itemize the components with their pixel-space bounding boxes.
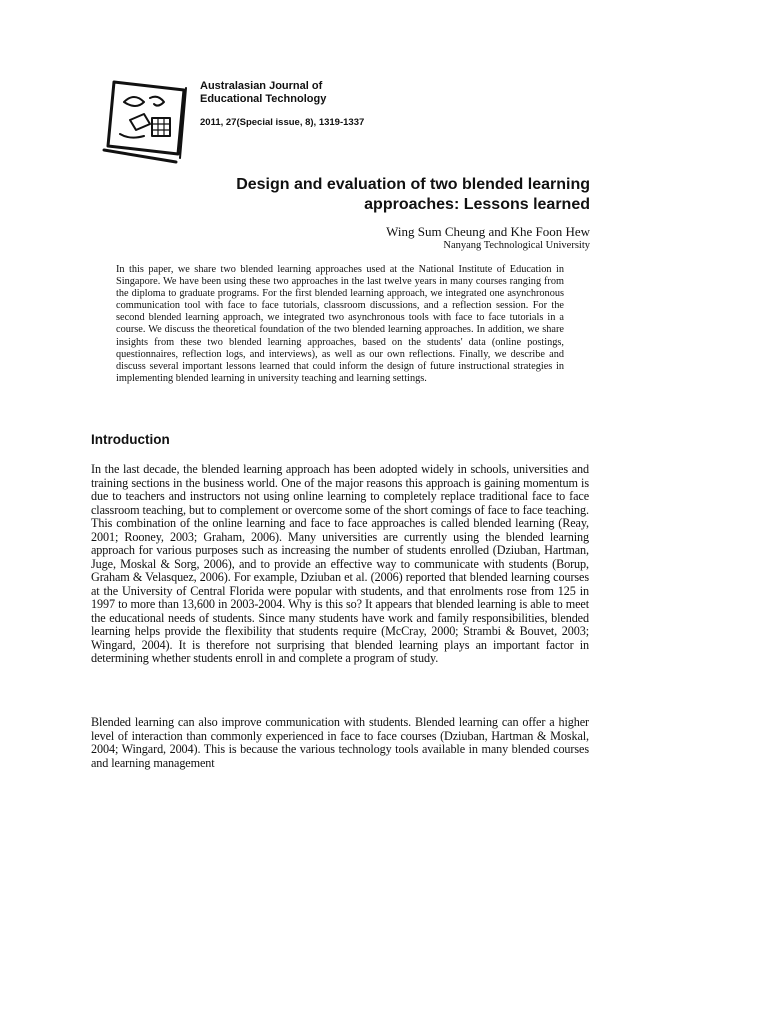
paper-title-line1: Design and evaluation of two blended learning <box>236 176 590 193</box>
section-heading-introduction: Introduction <box>91 432 170 447</box>
journal-name-line1: Australasian Journal of <box>200 80 323 92</box>
author-affiliation: Nanyang Technological University <box>443 240 590 251</box>
paper-authors: Wing Sum Cheung and Khe Foon Hew <box>386 224 590 239</box>
journal-name-line2: Educational Technology <box>200 93 327 105</box>
introduction-paragraph-2: Blended learning can also improve communication with students. Blended learning can offer a higher level of interaction than commonly experienced in face to face courses (Dziuban, Hartman & Moskal, 2004; Wingard, 2004). This is because the various technology tools available in many blended courses and learning management <box>91 715 589 770</box>
paper-title-line2: approaches: Lessons learned <box>364 196 590 213</box>
journal-citation: 2011, 27(Special issue, 8), 1319-1337 <box>200 117 365 128</box>
paper-title <box>160 175 590 215</box>
abstract-text: In this paper, we share two blended learning approaches used at the National Institute of Education in Singapore. We have been using these two approaches in the last twelve years in many courses ranging from the diploma to graduate programs. For the first blended learning approach, we integrated one asynchronous communication tool with face to face tutorials, classroom discussions, and a reflection session. For the second blended learning approach, we integrated two asynchronous tools with face to face tutorials in a course. We discuss the theoretical foundation of the two blended learning approaches. In addition, we share insights from these two blended learning approaches, based on the students' data (online postings, questionnaires, reflection logs, and interviews), as well as our own reflections. Finally, we describe and discuss several important lessons learned that could inform the design of future instructional strategies in implementing blended learning in university teaching and learning settings. <box>116 264 564 384</box>
introduction-paragraph-1: In the last decade, the blended learning approach has been adopted widely in schools, universities and training sections in the business world. One of the major reasons this approach is gaining momentum is due to teachers and instructors not using online learning to completely replace traditional face to face classroom teaching, but to complement or overcome some of the short comings of face to face teaching. This combination of the online learning and face to face approaches is called blended learning (Reay, 2001; Rooney, 2003; Graham, 2006). Many universities are currently using the blended learning approach for various purposes such as increasing the number of students enrolled (Dziuban, Hartman, Juge, Moskal & Sorg, 2006), and to provide an effective way to communicate with students (Borup, Graham & Velasquez, 2006). For example, Dziuban et al. (2006) reported that blended learning courses at the University of Central Florida were popular with students, and that enrolments rose from 125 in 1997 to more than 13,600 in 2003-2004. Why is this so? It appears that blended learning is able to meet the educational needs of students. Since many students have work and family responsibilities, blended learning helps provide the flexibility that students require (McCray, 2000; Strambi & Bouvet, 2003; Wingard, 2004). It is therefore not surprising that blended learning plays an important factor in determining whether students enroll in and complete a program of study. <box>91 462 589 665</box>
journal-logo-icon <box>100 70 195 165</box>
journal-header <box>200 80 500 129</box>
